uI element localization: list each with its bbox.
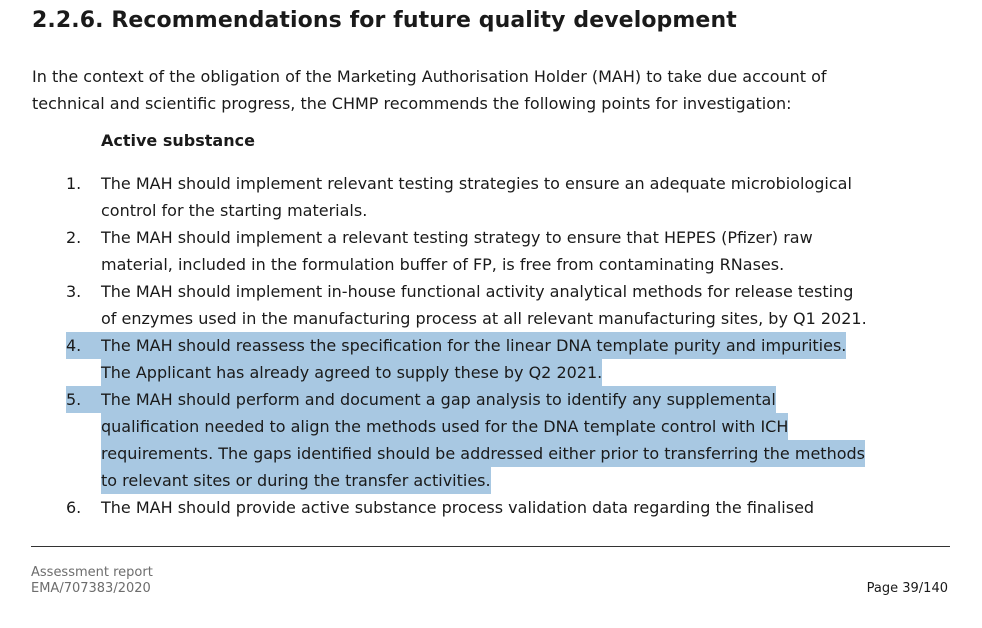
list-item — [0, 278, 982, 332]
item-line-selected: to relevant sites or during the transfer activities. — [101, 467, 491, 494]
list-item — [0, 170, 982, 224]
item-line: control for the starting materials. — [101, 201, 368, 220]
item-line: material, included in the formulation buffer of FP, is free from contaminating RNases. — [101, 255, 785, 274]
section-heading: 2.2.6. Recommendations for future quality development — [32, 8, 737, 33]
item-line-selected: requirements. The gaps identified should be addressed either prior to transferring the methods — [101, 440, 865, 467]
list-item — [0, 494, 982, 521]
footer-divider — [31, 546, 950, 547]
page-number: Page 39/140 — [866, 581, 948, 596]
item-number: 4. — [66, 332, 101, 359]
item-number: 3. — [66, 282, 82, 301]
recommendations-list — [0, 170, 982, 521]
intro-line: technical and scientific progress, the CHMP recommends the following points for investigation: — [32, 94, 792, 113]
footer-doc-type: Assessment report — [31, 565, 153, 580]
item-number: 6. — [66, 498, 82, 517]
item-line-selected: The MAH should perform and document a gap analysis to identify any supplemental — [101, 386, 776, 413]
item-line-selected: qualification needed to align the methods used for the DNA template control with ICH — [101, 413, 788, 440]
intro-paragraph — [32, 63, 962, 117]
item-number: 5. — [66, 386, 101, 413]
item-line-selected: The Applicant has already agreed to supply these by Q2 2021. — [101, 359, 602, 386]
item-line: The MAH should implement relevant testing strategies to ensure an adequate microbiological — [101, 174, 852, 193]
subheading-active-substance: Active substance — [101, 131, 255, 150]
footer-doc-ref: EMA/707383/2020 — [31, 581, 151, 596]
item-line: The MAH should provide active substance process validation data regarding the finalised — [101, 498, 815, 517]
list-item-highlighted[interactable] — [0, 332, 982, 386]
list-item — [0, 224, 982, 278]
footer-doc-info — [31, 565, 153, 597]
item-line-selected: The MAH should reassess the specification for the linear DNA template purity and impurities. — [101, 332, 846, 359]
item-line: The MAH should implement a relevant testing strategy to ensure that HEPES (Pfizer) raw — [101, 228, 813, 247]
list-item-highlighted[interactable] — [0, 386, 982, 494]
item-number: 2. — [66, 228, 82, 247]
item-line: The MAH should implement in-house functional activity analytical methods for release testing — [101, 282, 854, 301]
item-line: of enzymes used in the manufacturing process at all relevant manufacturing sites, by Q1 2021. — [101, 309, 867, 328]
intro-line: In the context of the obligation of the Marketing Authorisation Holder (MAH) to take due account of — [32, 67, 827, 86]
item-number: 1. — [66, 174, 82, 193]
